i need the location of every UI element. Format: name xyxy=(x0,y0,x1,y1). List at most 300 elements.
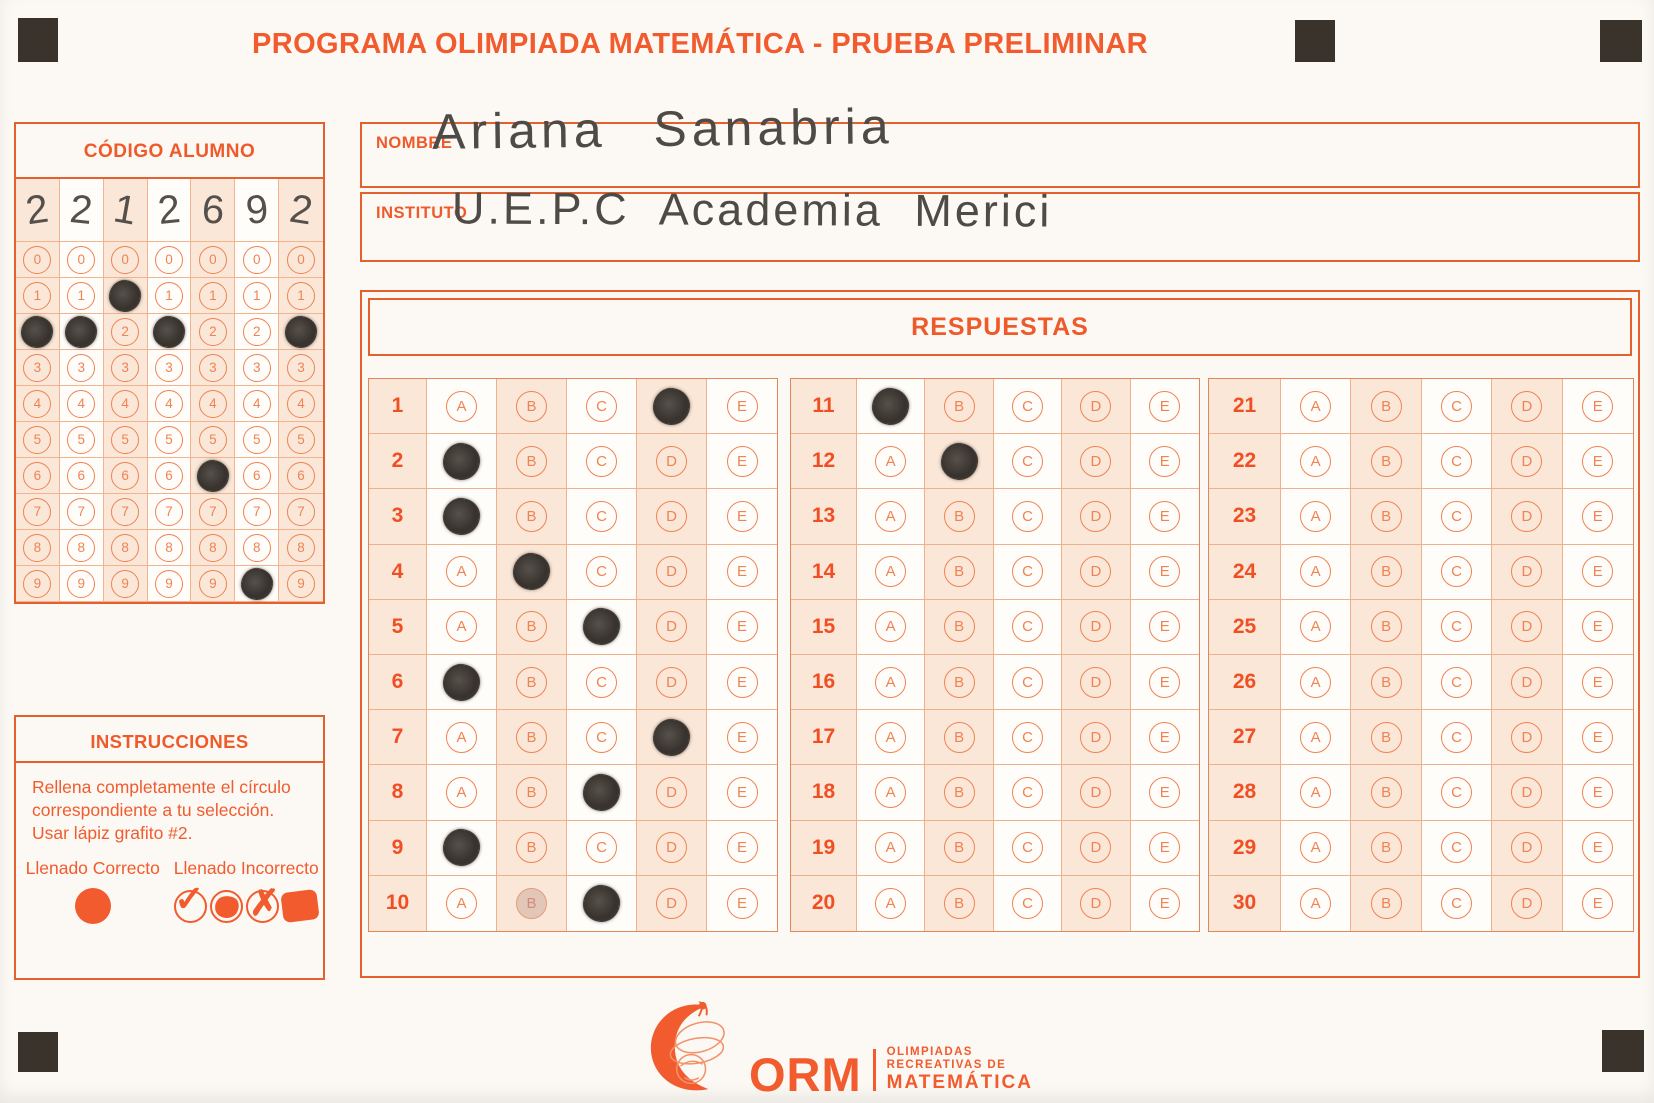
answer-bubble-13-C[interactable]: C xyxy=(1012,501,1043,532)
code-bubble-col7-digit9[interactable]: 9 xyxy=(287,570,315,598)
code-bubble-col7-digit0[interactable]: 0 xyxy=(287,246,315,274)
answer-bubble-20-B[interactable]: B xyxy=(944,888,975,919)
answer-bubble-21-D[interactable]: D xyxy=(1511,391,1542,422)
answer-bubble-14-B[interactable]: B xyxy=(944,556,975,587)
code-bubble-col7-digit6[interactable]: 6 xyxy=(287,462,315,490)
code-bubble-col3-digit1-filled[interactable] xyxy=(107,277,143,313)
answer-bubble-25-E[interactable]: E xyxy=(1582,611,1613,642)
answer-bubble-9-B[interactable]: B xyxy=(516,832,547,863)
code-bubble-col4-digit7[interactable]: 7 xyxy=(155,498,183,526)
answer-bubble-11-C[interactable]: C xyxy=(1012,391,1043,422)
answer-cell-15-E xyxy=(1131,600,1199,655)
answer-bubble-23-B[interactable]: B xyxy=(1371,501,1402,532)
answer-bubble-18-A[interactable]: A xyxy=(875,777,906,808)
answer-bubble-15-D[interactable]: D xyxy=(1080,611,1111,642)
answer-cell-26-B xyxy=(1351,655,1421,710)
code-digit-cell-col5[interactable] xyxy=(191,179,235,242)
code-digit-cell-col4[interactable] xyxy=(148,179,192,242)
code-bubble-col7-digit1[interactable]: 1 xyxy=(287,282,315,310)
answer-bubble-16-D[interactable]: D xyxy=(1080,667,1111,698)
answer-bubble-14-D[interactable]: D xyxy=(1080,556,1111,587)
answer-cell-30-A xyxy=(1281,876,1351,931)
answer-bubble-12-D[interactable]: D xyxy=(1080,446,1111,477)
question-number: 12 xyxy=(811,449,836,473)
answer-bubble-6-C[interactable]: C xyxy=(586,667,617,698)
answer-bubble-3-B[interactable]: B xyxy=(516,501,547,532)
code-bubble-col1-digit3[interactable]: 3 xyxy=(23,354,51,382)
code-bubble-col3-digit0[interactable]: 0 xyxy=(111,246,139,274)
code-bubble-col4-digit2-filled[interactable] xyxy=(151,313,187,349)
code-bubble-col3-digit8[interactable]: 8 xyxy=(111,534,139,562)
answer-bubble-24-D[interactable]: D xyxy=(1511,556,1542,587)
answer-bubble-7-B[interactable]: B xyxy=(516,722,547,753)
answer-bubble-24-A[interactable]: A xyxy=(1300,556,1331,587)
code-bubble-col1-digit6[interactable]: 6 xyxy=(23,462,51,490)
correct-fill-label: Llenado Correcto xyxy=(25,858,160,879)
answer-bubble-16-A[interactable]: A xyxy=(875,667,906,698)
code-bubble-col6-digit1[interactable]: 1 xyxy=(243,282,271,310)
code-bubble-col1-digit5[interactable]: 5 xyxy=(23,426,51,454)
answer-bubble-29-B[interactable]: B xyxy=(1371,832,1402,863)
answer-bubble-18-E[interactable]: E xyxy=(1149,777,1180,808)
answer-cell-26-C xyxy=(1422,655,1492,710)
answer-bubble-3-D[interactable]: D xyxy=(656,501,687,532)
code-bubble-col3-digit9[interactable]: 9 xyxy=(111,570,139,598)
answer-cell-8-B xyxy=(497,765,567,820)
answer-bubble-3-E[interactable]: E xyxy=(727,501,758,532)
answer-cell-12-A xyxy=(857,434,925,489)
code-bubble-col6-digit3[interactable]: 3 xyxy=(243,354,271,382)
answer-bubble-20-A[interactable]: A xyxy=(875,888,906,919)
answer-bubble-28-B[interactable]: B xyxy=(1371,777,1402,808)
answer-bubble-23-A[interactable]: A xyxy=(1300,501,1331,532)
answer-bubble-21-C[interactable]: C xyxy=(1441,391,1472,422)
orm-logo xyxy=(648,996,1033,1102)
code-bubble-col2-digit1[interactable]: 1 xyxy=(67,282,95,310)
answer-bubble-17-A[interactable]: A xyxy=(875,722,906,753)
student-code-section xyxy=(14,122,325,604)
answer-bubble-3-A-filled[interactable] xyxy=(441,496,483,538)
answer-bubble-11-E[interactable]: E xyxy=(1149,391,1180,422)
answer-cell-24-C xyxy=(1422,545,1492,600)
incorrect-checkmark-icon: ✓ xyxy=(174,890,207,923)
answer-cell-18-A xyxy=(857,765,925,820)
answer-bubble-24-B[interactable]: B xyxy=(1371,556,1402,587)
answer-bubble-18-D[interactable]: D xyxy=(1080,777,1111,808)
code-digit-cell-col2[interactable] xyxy=(60,179,104,242)
answer-bubble-27-B[interactable]: B xyxy=(1371,722,1402,753)
answer-bubble-15-A[interactable]: A xyxy=(875,611,906,642)
code-bubble-col6-digit2[interactable]: 2 xyxy=(243,318,271,346)
answer-bubble-1-B[interactable]: B xyxy=(516,391,547,422)
answer-bubble-7-A[interactable]: A xyxy=(446,722,477,753)
answer-bubble-15-C[interactable]: C xyxy=(1012,611,1043,642)
answer-bubble-8-C-filled[interactable] xyxy=(581,772,623,814)
answer-bubble-27-C[interactable]: C xyxy=(1441,722,1472,753)
code-bubble-col3-digit3[interactable]: 3 xyxy=(111,354,139,382)
code-bubble-col5-digit4[interactable]: 4 xyxy=(199,390,227,418)
answer-cell-21-C xyxy=(1422,379,1492,434)
answer-cell-28-A xyxy=(1281,765,1351,820)
answer-bubble-28-A[interactable]: A xyxy=(1300,777,1331,808)
answer-bubble-10-C-filled[interactable] xyxy=(581,882,623,924)
answer-bubble-19-C[interactable]: C xyxy=(1012,832,1043,863)
code-cell-col4-digit7 xyxy=(148,494,192,530)
answer-bubble-30-A[interactable]: A xyxy=(1300,888,1331,919)
answer-cell-19-A xyxy=(857,821,925,876)
answer-bubble-7-C[interactable]: C xyxy=(586,722,617,753)
answer-bubble-12-B-filled[interactable] xyxy=(938,440,980,482)
answer-bubble-10-A[interactable]: A xyxy=(446,888,477,919)
code-cell-col7-digit6 xyxy=(279,458,323,494)
code-bubble-col1-digit8[interactable]: 8 xyxy=(23,534,51,562)
answer-bubble-25-C[interactable]: C xyxy=(1441,611,1472,642)
question-5-number-cell xyxy=(369,600,427,655)
code-bubble-col2-digit3[interactable]: 3 xyxy=(67,354,95,382)
answer-bubble-1-D-filled[interactable] xyxy=(651,385,693,427)
answer-bubble-2-E[interactable]: E xyxy=(727,446,758,477)
answer-bubble-14-A[interactable]: A xyxy=(875,556,906,587)
answer-bubble-17-C[interactable]: C xyxy=(1012,722,1043,753)
answer-bubble-12-A[interactable]: A xyxy=(875,446,906,477)
answer-bubble-29-D[interactable]: D xyxy=(1511,832,1542,863)
code-bubble-col6-digit8[interactable]: 8 xyxy=(243,534,271,562)
answers-header: RESPUESTAS xyxy=(368,298,1632,356)
answer-bubble-30-E[interactable]: E xyxy=(1582,888,1613,919)
code-bubble-col5-digit0[interactable]: 0 xyxy=(199,246,227,274)
code-bubble-col5-digit7[interactable]: 7 xyxy=(199,498,227,526)
answer-cell-25-B xyxy=(1351,600,1421,655)
code-bubble-col3-digit4[interactable]: 4 xyxy=(111,390,139,418)
code-cell-col1-digit6 xyxy=(16,458,60,494)
answer-bubble-1-C[interactable]: C xyxy=(586,391,617,422)
code-bubble-col5-digit5[interactable]: 5 xyxy=(199,426,227,454)
answer-bubble-28-D[interactable]: D xyxy=(1511,777,1542,808)
code-bubble-col4-digit0[interactable]: 0 xyxy=(155,246,183,274)
answer-bubble-2-B[interactable]: B xyxy=(516,446,547,477)
answer-bubble-17-B[interactable]: B xyxy=(944,722,975,753)
code-digit-cell-col6[interactable] xyxy=(235,179,279,242)
answer-bubble-19-B[interactable]: B xyxy=(944,832,975,863)
answer-bubble-23-E[interactable]: E xyxy=(1582,501,1613,532)
answer-bubble-18-B[interactable]: B xyxy=(944,777,975,808)
answer-bubble-6-D[interactable]: D xyxy=(656,667,687,698)
question-number: 22 xyxy=(1232,449,1257,473)
answer-bubble-13-E[interactable]: E xyxy=(1149,501,1180,532)
answer-bubble-12-E[interactable]: E xyxy=(1149,446,1180,477)
code-bubble-col2-digit7[interactable]: 7 xyxy=(67,498,95,526)
answer-bubble-25-A[interactable]: A xyxy=(1300,611,1331,642)
code-bubble-col3-digit2[interactable]: 2 xyxy=(111,318,139,346)
answer-cell-19-E xyxy=(1131,821,1199,876)
answer-bubble-26-B[interactable]: B xyxy=(1371,667,1402,698)
answer-bubble-4-D[interactable]: D xyxy=(656,556,687,587)
answer-bubble-23-C[interactable]: C xyxy=(1441,501,1472,532)
answer-bubble-11-A-filled[interactable] xyxy=(870,385,912,427)
answer-bubble-20-E[interactable]: E xyxy=(1149,888,1180,919)
question-8-number-cell xyxy=(369,765,427,820)
answer-bubble-27-E[interactable]: E xyxy=(1582,722,1613,753)
code-cell-col1-digit9 xyxy=(16,566,60,602)
answer-bubble-9-A-filled[interactable] xyxy=(441,827,483,869)
instructions-section xyxy=(14,715,325,980)
code-bubble-col7-digit3[interactable]: 3 xyxy=(287,354,315,382)
answer-cell-21-E xyxy=(1563,379,1633,434)
answer-bubble-20-D[interactable]: D xyxy=(1080,888,1111,919)
answer-bubble-6-B[interactable]: B xyxy=(516,667,547,698)
answer-bubble-13-B[interactable]: B xyxy=(944,501,975,532)
answer-cell-30-B xyxy=(1351,876,1421,931)
answer-cell-17-C xyxy=(994,710,1062,765)
answer-cell-12-E xyxy=(1131,434,1199,489)
answer-bubble-2-C[interactable]: C xyxy=(586,446,617,477)
answer-bubble-17-D[interactable]: D xyxy=(1080,722,1111,753)
code-bubble-col4-digit3[interactable]: 3 xyxy=(155,354,183,382)
question-12-number-cell xyxy=(791,434,857,489)
answer-bubble-19-E[interactable]: E xyxy=(1149,832,1180,863)
answer-cell-14-C xyxy=(994,545,1062,600)
question-16-number-cell xyxy=(791,655,857,710)
answer-bubble-19-A[interactable]: A xyxy=(875,832,906,863)
answer-cell-17-D xyxy=(1062,710,1130,765)
answer-bubble-9-E[interactable]: E xyxy=(727,832,758,863)
code-bubble-col4-digit9[interactable]: 9 xyxy=(155,570,183,598)
answer-bubble-29-A[interactable]: A xyxy=(1300,832,1331,863)
answer-bubble-15-E[interactable]: E xyxy=(1149,611,1180,642)
answer-bubble-14-E[interactable]: E xyxy=(1149,556,1180,587)
answer-bubble-5-E[interactable]: E xyxy=(727,611,758,642)
answer-bubble-25-B[interactable]: B xyxy=(1371,611,1402,642)
answer-bubble-9-C[interactable]: C xyxy=(586,832,617,863)
code-bubble-col2-digit9[interactable]: 9 xyxy=(67,570,95,598)
answer-bubble-24-E[interactable]: E xyxy=(1582,556,1613,587)
answers-block-11-20 xyxy=(790,378,1200,932)
answer-cell-5-A xyxy=(427,600,497,655)
answer-bubble-6-E[interactable]: E xyxy=(727,667,758,698)
question-number: 7 xyxy=(391,725,404,749)
code-cell-col1-digit5 xyxy=(16,422,60,458)
answer-bubble-24-C[interactable]: C xyxy=(1441,556,1472,587)
answer-cell-24-A xyxy=(1281,545,1351,600)
answer-bubble-15-B[interactable]: B xyxy=(944,611,975,642)
answer-bubble-4-B-filled[interactable] xyxy=(511,551,553,593)
answer-bubble-22-C[interactable]: C xyxy=(1441,446,1472,477)
code-bubble-col1-digit1[interactable]: 1 xyxy=(23,282,51,310)
answer-cell-25-C xyxy=(1422,600,1492,655)
answer-bubble-10-E[interactable]: E xyxy=(727,888,758,919)
answer-bubble-8-B[interactable]: B xyxy=(516,777,547,808)
code-cell-col2-digit9 xyxy=(60,566,104,602)
code-bubble-col7-digit8[interactable]: 8 xyxy=(287,534,315,562)
code-cell-col5-digit6 xyxy=(191,458,235,494)
answer-bubble-22-D[interactable]: D xyxy=(1511,446,1542,477)
code-bubble-col6-digit7[interactable]: 7 xyxy=(243,498,271,526)
answer-cell-4-E xyxy=(707,545,777,600)
code-bubble-col6-digit0[interactable]: 0 xyxy=(243,246,271,274)
answer-bubble-10-D[interactable]: D xyxy=(656,888,687,919)
code-bubble-col7-digit5[interactable]: 5 xyxy=(287,426,315,454)
question-number: 15 xyxy=(811,614,836,638)
question-7-number-cell xyxy=(369,710,427,765)
code-bubble-col1-digit7[interactable]: 7 xyxy=(23,498,51,526)
answer-bubble-14-C[interactable]: C xyxy=(1012,556,1043,587)
answer-bubble-7-D-filled[interactable] xyxy=(651,716,693,758)
code-bubble-col4-digit5[interactable]: 5 xyxy=(155,426,183,454)
answer-bubble-26-E[interactable]: E xyxy=(1582,667,1613,698)
answer-bubble-16-C[interactable]: C xyxy=(1012,667,1043,698)
code-digit-cell-col3[interactable] xyxy=(104,179,148,242)
answer-bubble-22-B[interactable]: B xyxy=(1371,446,1402,477)
answer-bubble-25-D[interactable]: D xyxy=(1511,611,1542,642)
code-bubble-col6-digit5[interactable]: 5 xyxy=(243,426,271,454)
code-bubble-col3-digit5[interactable]: 5 xyxy=(111,426,139,454)
code-bubble-col3-digit7[interactable]: 7 xyxy=(111,498,139,526)
answer-bubble-29-E[interactable]: E xyxy=(1582,832,1613,863)
answer-cell-27-A xyxy=(1281,710,1351,765)
code-bubble-col1-digit4[interactable]: 4 xyxy=(23,390,51,418)
code-cell-col4-digit8 xyxy=(148,530,192,566)
answer-cell-23-A xyxy=(1281,489,1351,544)
code-digit-cell-col1[interactable] xyxy=(16,179,60,242)
answer-bubble-21-E[interactable]: E xyxy=(1582,391,1613,422)
code-bubble-col5-digit1[interactable]: 1 xyxy=(199,282,227,310)
code-bubble-col4-digit8[interactable]: 8 xyxy=(155,534,183,562)
code-bubble-col4-digit4[interactable]: 4 xyxy=(155,390,183,418)
answer-bubble-11-D[interactable]: D xyxy=(1080,391,1111,422)
answer-bubble-6-A-filled[interactable] xyxy=(441,661,483,703)
code-cell-col4-digit1 xyxy=(148,278,192,314)
answer-bubble-13-D[interactable]: D xyxy=(1080,501,1111,532)
code-bubble-col1-digit9[interactable]: 9 xyxy=(23,570,51,598)
answer-bubble-5-D[interactable]: D xyxy=(656,611,687,642)
answer-bubble-5-A[interactable]: A xyxy=(446,611,477,642)
answer-cell-29-D xyxy=(1492,821,1562,876)
answer-bubble-23-D[interactable]: D xyxy=(1511,501,1542,532)
answer-bubble-21-B[interactable]: B xyxy=(1371,391,1402,422)
answer-bubble-27-A[interactable]: A xyxy=(1300,722,1331,753)
code-bubble-col2-digit5[interactable]: 5 xyxy=(67,426,95,454)
answer-bubble-2-A-filled[interactable] xyxy=(441,440,483,482)
answer-bubble-8-D[interactable]: D xyxy=(656,777,687,808)
sheet-title: PROGRAMA OLIMPIADA MATEMÁTICA - PRUEBA PRELIMINAR xyxy=(252,28,1149,60)
answer-cell-29-B xyxy=(1351,821,1421,876)
answer-bubble-18-C[interactable]: C xyxy=(1012,777,1043,808)
answer-cell-20-A xyxy=(857,876,925,931)
code-cell-col4-digit0 xyxy=(148,242,192,278)
answer-bubble-28-E[interactable]: E xyxy=(1582,777,1613,808)
answer-bubble-20-C[interactable]: C xyxy=(1012,888,1043,919)
code-bubble-col5-digit9[interactable]: 9 xyxy=(199,570,227,598)
code-cell-col1-digit3 xyxy=(16,350,60,386)
answer-bubble-26-D[interactable]: D xyxy=(1511,667,1542,698)
code-cell-col6-digit8 xyxy=(235,530,279,566)
answer-bubble-17-E[interactable]: E xyxy=(1149,722,1180,753)
code-bubble-col5-digit8[interactable]: 8 xyxy=(199,534,227,562)
answer-bubble-26-C[interactable]: C xyxy=(1441,667,1472,698)
answer-cell-7-C xyxy=(567,710,637,765)
answer-cell-21-A xyxy=(1281,379,1351,434)
code-bubble-col2-digit4[interactable]: 4 xyxy=(67,390,95,418)
answer-bubble-5-C-filled[interactable] xyxy=(581,606,623,648)
answer-bubble-9-D[interactable]: D xyxy=(656,832,687,863)
answer-bubble-22-E[interactable]: E xyxy=(1582,446,1613,477)
code-bubble-col5-digit3[interactable]: 3 xyxy=(199,354,227,382)
answer-cell-4-C xyxy=(567,545,637,600)
question-19-number-cell xyxy=(791,821,857,876)
answer-cell-23-C xyxy=(1422,489,1492,544)
answer-bubble-21-A[interactable]: A xyxy=(1300,391,1331,422)
code-cell-col4-digit4 xyxy=(148,386,192,422)
code-digit-cell-col7[interactable] xyxy=(279,179,323,242)
answer-cell-11-E xyxy=(1131,379,1199,434)
code-cell-col2-digit5 xyxy=(60,422,104,458)
answer-bubble-16-B[interactable]: B xyxy=(944,667,975,698)
code-bubble-col6-digit9-filled[interactable] xyxy=(239,565,275,601)
answer-bubble-30-B[interactable]: B xyxy=(1371,888,1402,919)
code-cell-col1-digit2 xyxy=(16,314,60,350)
code-cell-col3-digit9 xyxy=(104,566,148,602)
answer-bubble-7-E[interactable]: E xyxy=(727,722,758,753)
answer-bubble-26-A[interactable]: A xyxy=(1300,667,1331,698)
answer-bubble-4-E[interactable]: E xyxy=(727,556,758,587)
code-bubble-col5-digit6-filled[interactable] xyxy=(195,457,231,493)
answer-bubble-22-A[interactable]: A xyxy=(1300,446,1331,477)
answer-bubble-4-A[interactable]: A xyxy=(446,556,477,587)
code-bubble-col2-digit0[interactable]: 0 xyxy=(67,246,95,274)
answer-bubble-4-C[interactable]: C xyxy=(586,556,617,587)
code-bubble-col4-digit1[interactable]: 1 xyxy=(155,282,183,310)
answer-bubble-19-D[interactable]: D xyxy=(1080,832,1111,863)
answer-bubble-1-A[interactable]: A xyxy=(446,391,477,422)
answer-cell-27-E xyxy=(1563,710,1633,765)
answer-bubble-5-B[interactable]: B xyxy=(516,611,547,642)
code-bubble-col6-digit6[interactable]: 6 xyxy=(243,462,271,490)
code-bubble-col2-digit8[interactable]: 8 xyxy=(67,534,95,562)
code-bubble-col7-digit7[interactable]: 7 xyxy=(287,498,315,526)
code-cell-col3-digit7 xyxy=(104,494,148,530)
code-bubble-col5-digit2[interactable]: 2 xyxy=(199,318,227,346)
answer-bubble-30-D[interactable]: D xyxy=(1511,888,1542,919)
answer-bubble-16-E[interactable]: E xyxy=(1149,667,1180,698)
answer-bubble-1-E[interactable]: E xyxy=(727,391,758,422)
answer-bubble-2-D[interactable]: D xyxy=(656,446,687,477)
answer-bubble-30-C[interactable]: C xyxy=(1441,888,1472,919)
code-cell-col1-digit4 xyxy=(16,386,60,422)
code-bubble-col7-digit4[interactable]: 4 xyxy=(287,390,315,418)
code-bubble-col1-digit0[interactable]: 0 xyxy=(23,246,51,274)
answer-bubble-3-C[interactable]: C xyxy=(586,501,617,532)
answer-bubble-29-C[interactable]: C xyxy=(1441,832,1472,863)
answer-bubble-10-B-erased[interactable]: B xyxy=(516,888,547,919)
answer-bubble-12-C[interactable]: C xyxy=(1012,446,1043,477)
student-code-grid xyxy=(16,179,323,602)
code-bubble-col2-digit6[interactable]: 6 xyxy=(67,462,95,490)
answer-bubble-27-D[interactable]: D xyxy=(1511,722,1542,753)
answer-bubble-8-E[interactable]: E xyxy=(727,777,758,808)
answer-cell-1-D xyxy=(637,379,707,434)
code-bubble-col1-digit2-filled[interactable] xyxy=(19,313,55,349)
code-bubble-col4-digit6[interactable]: 6 xyxy=(155,462,183,490)
code-bubble-col7-digit2-filled[interactable] xyxy=(283,313,319,349)
code-bubble-col2-digit2-filled[interactable] xyxy=(63,313,99,349)
answer-bubble-11-B[interactable]: B xyxy=(944,391,975,422)
answer-bubble-13-A[interactable]: A xyxy=(875,501,906,532)
question-28-number-cell xyxy=(1209,765,1281,820)
answer-bubble-28-C[interactable]: C xyxy=(1441,777,1472,808)
code-bubble-col6-digit4[interactable]: 4 xyxy=(243,390,271,418)
answer-bubble-8-A[interactable]: A xyxy=(446,777,477,808)
code-bubble-col3-digit6[interactable]: 6 xyxy=(111,462,139,490)
